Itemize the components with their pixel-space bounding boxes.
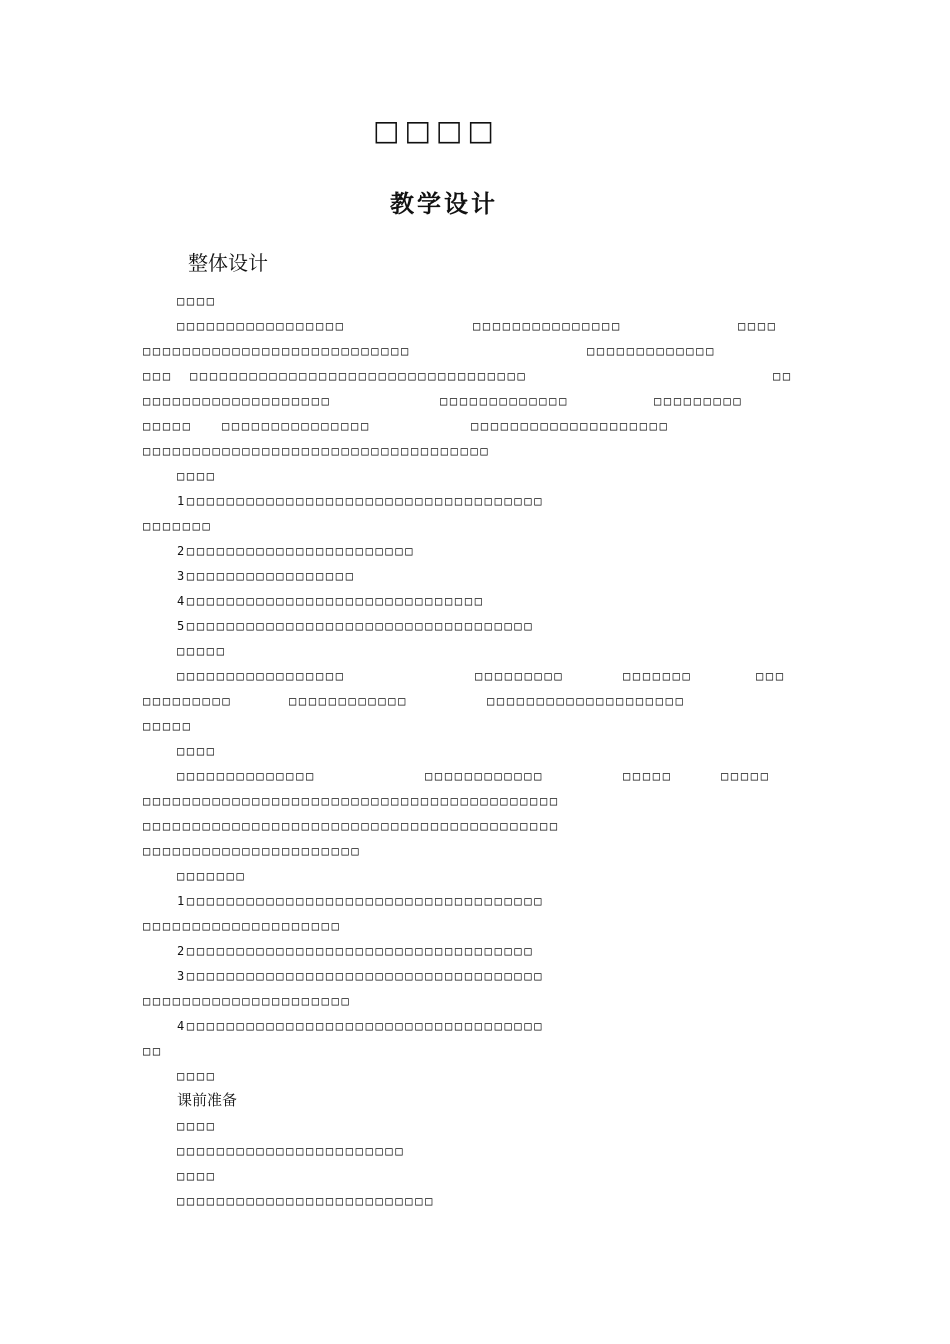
text-line: □□□□□□□□□□□□ xyxy=(289,694,409,708)
text-line: 5□□□□□□□□□□□□□□□□□□□□□□□□□□□□□□□□□□□ xyxy=(177,619,535,633)
text-line: □□□□□□□□□□□□□□□□□ xyxy=(177,669,346,683)
text-line: □□□□ xyxy=(177,744,217,758)
document-title-top: □□□□ xyxy=(373,114,499,147)
text-line: 1□□□□□□□□□□□□□□□□□□□□□□□□□□□□□□□□□□□□ xyxy=(177,494,545,508)
text-line: □□□□□□□□□□□□□□□□□ xyxy=(177,319,346,333)
text-line: 4□□□□□□□□□□□□□□□□□□□□□□□□□□□□□□ xyxy=(177,594,485,608)
text-line: □□□□□□□□□□□□□□□□□□□□□□□ xyxy=(177,1144,406,1158)
text-line: □□ xyxy=(143,1044,163,1058)
text-line: □□□□ xyxy=(177,1169,217,1183)
text-line: □□□□ xyxy=(738,319,778,333)
text-line: □□□□□ xyxy=(721,769,771,783)
text-line: □□□□□□□□□ xyxy=(475,669,565,683)
document-title: 教学设计 xyxy=(390,190,498,218)
section-heading-prep: 课前准备 xyxy=(177,1091,238,1109)
text-line: □□□□□□□ xyxy=(177,869,247,883)
text-line: □□□□□□□□□□□□□□□□□□□□ xyxy=(143,919,342,933)
text-line: □□□□□□□□□□□□□□□□□□□□□□□□□□□□□□□□□□□□□□□□□□ xyxy=(143,819,560,833)
text-line: □□□□□□□ xyxy=(143,519,213,533)
text-line: 4□□□□□□□□□□□□□□□□□□□□□□□□□□□□□□□□□□□□ xyxy=(177,1019,545,1033)
text-line: □□□□ xyxy=(177,1119,217,1133)
text-line: □□□□□□□□□□□□□□□□□□□□□□□□□□□□□□□□□□□□□□□□□□ xyxy=(143,794,560,808)
text-line: □□□□□□□□□□□□□□□ xyxy=(473,319,622,333)
text-line: □□□□ xyxy=(177,1069,217,1083)
text-line: □□□□□□□□□□□□ xyxy=(425,769,545,783)
text-line: □□□□□ xyxy=(623,769,673,783)
text-line: □□ xyxy=(773,369,793,383)
text-line: □□□ xyxy=(756,669,786,683)
section-heading-overall-design: 整体设计 xyxy=(188,251,268,275)
text-line: □□□□□ xyxy=(143,419,193,433)
text-line: □□□□□□□ xyxy=(623,669,693,683)
text-line: □□□□□ xyxy=(177,644,227,658)
text-line: □□□□□□□□□□□□□□ xyxy=(177,769,316,783)
text-line: □□□□□□□□□□□□□□□□□□□□□□ xyxy=(143,844,362,858)
text-line: □□□□□□□□□□□□□□□□□□□□□□□□□□ xyxy=(177,1194,436,1208)
text-line: □□□ xyxy=(143,369,173,383)
text-line: 3□□□□□□□□□□□□□□□□□ xyxy=(177,569,356,583)
text-line: □□□□□□□□□□□□□□□□□□□□□□□□□□□□□□□□□□ xyxy=(190,369,528,383)
text-line: □□□□□□□□□□□□□□□ xyxy=(222,419,371,433)
text-line: □□□□□□□□□□□□□□□□□□□□□ xyxy=(143,994,352,1008)
text-line: 2□□□□□□□□□□□□□□□□□□□□□□□ xyxy=(177,544,416,558)
text-line: 3□□□□□□□□□□□□□□□□□□□□□□□□□□□□□□□□□□□□ xyxy=(177,969,545,983)
text-line: □□□□□□□□□□□□□□□□□□□□ xyxy=(487,694,686,708)
text-line: □□□□ xyxy=(177,294,217,308)
text-line: □□□□□□□□□□□□□ xyxy=(440,394,570,408)
text-line: 2□□□□□□□□□□□□□□□□□□□□□□□□□□□□□□□□□□□ xyxy=(177,944,535,958)
text-line: □□□□ xyxy=(177,469,217,483)
text-line: □□□□□□□□□□□□□□□□□□□□□□□□□□□ xyxy=(143,344,411,358)
text-line: □□□□□□□□□ xyxy=(654,394,744,408)
text-line: □□□□□□□□□□□□□ xyxy=(587,344,717,358)
text-line: 1□□□□□□□□□□□□□□□□□□□□□□□□□□□□□□□□□□□□ xyxy=(177,894,545,908)
text-line: □□□□□ xyxy=(143,719,193,733)
text-line: □□□□□□□□□□□□□□□□□□□□ xyxy=(471,419,670,433)
text-line: □□□□□□□□□□□□□□□□□□□ xyxy=(143,394,332,408)
text-line: □□□□□□□□□ xyxy=(143,694,233,708)
text-line: □□□□□□□□□□□□□□□□□□□□□□□□□□□□□□□□□□□ xyxy=(143,444,491,458)
